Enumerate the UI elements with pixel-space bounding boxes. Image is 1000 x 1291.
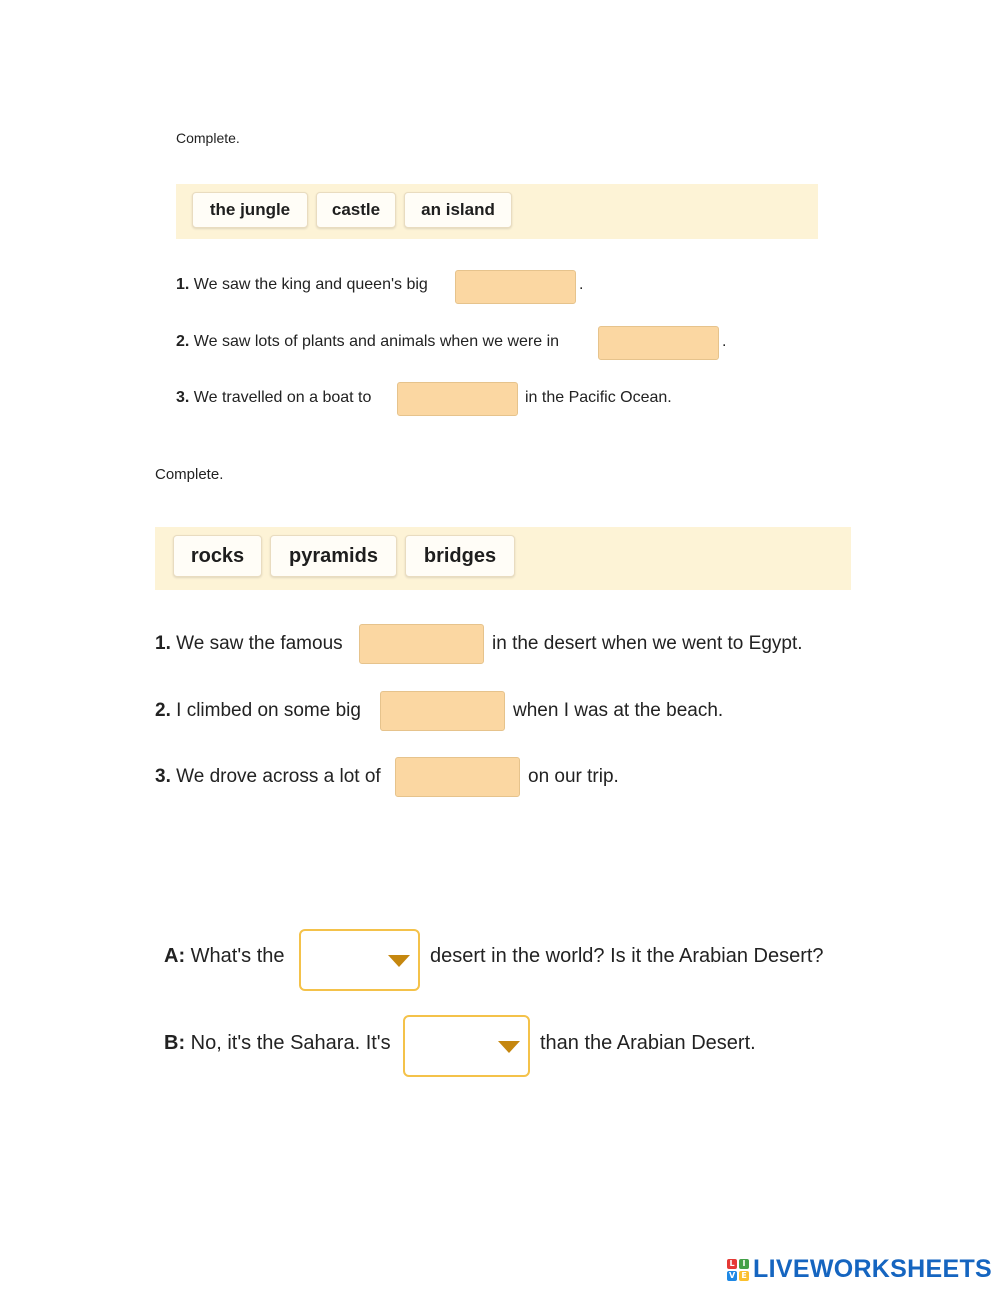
item-text-after: . <box>722 333 727 350</box>
dialogue-text-after: desert in the world? Is it the Arabian Desert? <box>430 945 824 967</box>
word-chip-the-jungle[interactable]: the jungle <box>192 192 308 228</box>
answer-dropdown-a[interactable] <box>299 929 420 991</box>
word-bank-2 <box>155 527 851 590</box>
word-chip-bridges[interactable]: bridges <box>405 535 515 577</box>
answer-gap-2-3[interactable] <box>395 757 520 797</box>
item-2-text <box>176 333 559 351</box>
answer-gap-1-1[interactable] <box>455 270 576 304</box>
item-number: 3. <box>176 389 190 406</box>
dialogue-line-b <box>164 1032 391 1055</box>
item-number: 3. <box>155 766 171 787</box>
instruction-1: Complete. <box>176 130 240 146</box>
item-number: 2. <box>155 700 171 721</box>
word-chip-pyramids[interactable]: pyramids <box>270 535 397 577</box>
item-text-before: We saw the famous <box>176 633 343 654</box>
item-text-before: We saw lots of plants and animals when we were in <box>193 333 560 350</box>
item-3-text <box>155 766 381 788</box>
item-1-text <box>155 633 343 655</box>
dialogue-text-after: than the Arabian Desert. <box>540 1032 756 1054</box>
answer-gap-2-2[interactable] <box>380 691 505 731</box>
item-text-before: I climbed on some big <box>176 700 361 721</box>
item-text-after: on our trip. <box>528 766 619 787</box>
logo-letter: E <box>739 1271 749 1281</box>
word-bank-1 <box>176 184 818 239</box>
item-1-text <box>176 276 428 294</box>
logo-letter: L <box>727 1259 737 1269</box>
item-2-text <box>155 700 361 722</box>
item-text-before: We drove across a lot of <box>176 766 381 787</box>
item-text-before: We travelled on a boat to <box>193 389 372 406</box>
answer-gap-1-2[interactable] <box>598 326 719 360</box>
liveworksheets-logo <box>727 1255 992 1284</box>
answer-gap-2-1[interactable] <box>359 624 484 664</box>
dialogue-text-before: No, it's the Sahara. It's <box>190 1032 391 1054</box>
item-text-after: when I was at the beach. <box>513 700 724 721</box>
section1-items <box>176 270 876 430</box>
brand-name: LIVEWORKSHEETS <box>753 1255 992 1283</box>
item-number: 2. <box>176 333 190 350</box>
item-text-before: We saw the king and queen's big <box>193 276 428 293</box>
word-chip-castle[interactable]: castle <box>316 192 396 228</box>
section2-items <box>155 624 855 804</box>
dialogue-text-before: What's the <box>190 945 285 967</box>
item-number: 1. <box>176 276 190 293</box>
answer-gap-1-3[interactable] <box>397 382 518 416</box>
chevron-down-icon <box>498 1041 520 1053</box>
dialogue-line-a <box>164 945 285 968</box>
logo-letter: I <box>739 1259 749 1269</box>
logo-mark-icon <box>727 1259 749 1281</box>
item-text-after: in the desert when we went to Egypt. <box>492 633 803 654</box>
item-number: 1. <box>155 633 171 654</box>
speaker-a: A: <box>164 945 186 967</box>
answer-dropdown-b[interactable] <box>403 1015 530 1077</box>
word-chip-rocks[interactable]: rocks <box>173 535 262 577</box>
item-text-after: . <box>579 276 584 293</box>
dialogue <box>164 928 884 1088</box>
item-text-after: in the Pacific Ocean. <box>525 389 672 406</box>
instruction-2: Complete. <box>155 466 224 483</box>
speaker-b: B: <box>164 1032 186 1054</box>
item-3-text <box>176 389 371 407</box>
word-chip-an-island[interactable]: an island <box>404 192 512 228</box>
chevron-down-icon <box>388 955 410 967</box>
logo-letter: V <box>728 1271 736 1280</box>
